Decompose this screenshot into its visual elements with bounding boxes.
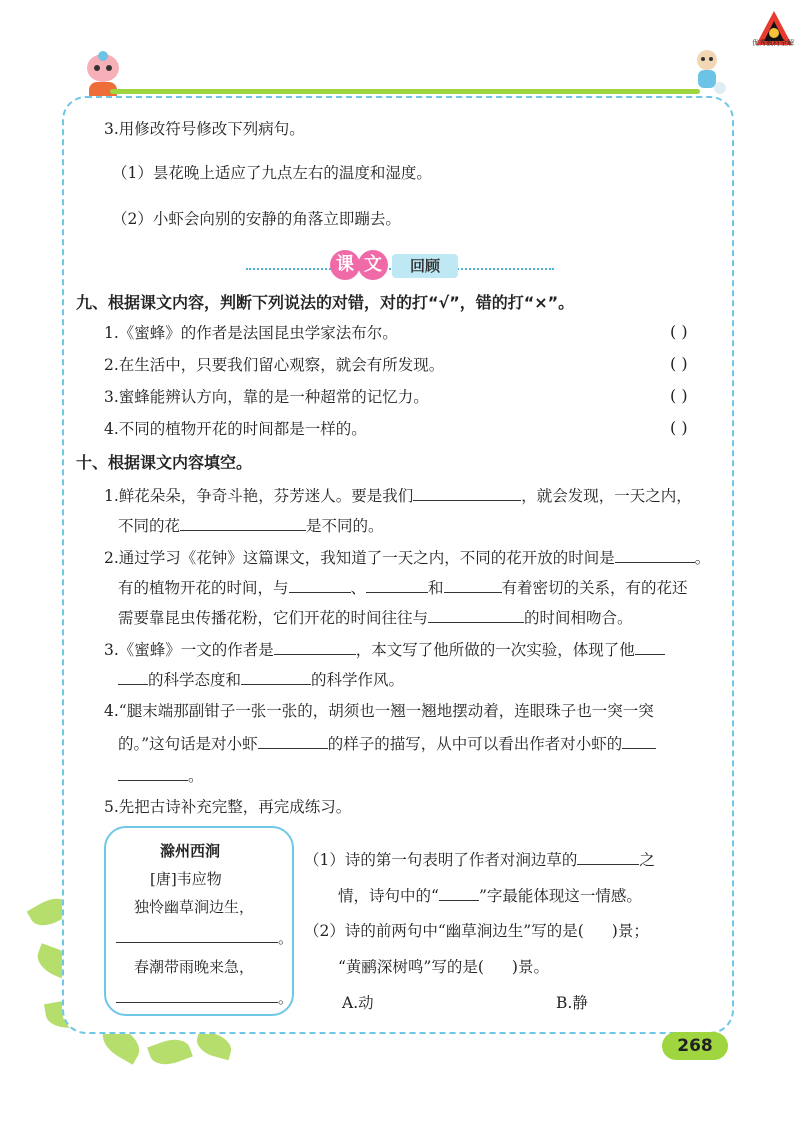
q9-answer-3[interactable]: ( ) (670, 386, 688, 405)
publisher-logo-text: 优秀教材全解 (752, 39, 794, 47)
section-badge-label: 回顾 (392, 254, 458, 278)
poem-line-2: 。 (116, 926, 293, 948)
q10-item-2-line-1: 2.通过学习《花钟》这篇课文，我知道了一天之内，不同的花开放的时间是 。 (104, 546, 710, 569)
q10-item-4-line-1: 4.“腿末端那副钳子一张一张的，胡须也一翘一翘地摆动着，连眼珠子也一突一突 (104, 702, 654, 720)
poem-q2-line-2: “黄鹂深树鸣”写的是( )景。 (338, 958, 549, 976)
blank-field[interactable] (274, 638, 356, 655)
leaf-decoration (147, 1034, 193, 1070)
leaf-decoration (194, 1030, 234, 1061)
q3-sentence-1: （1）昙花晚上适应了九点左右的温度和湿度。 (112, 164, 432, 182)
q9-item-4: 4.不同的植物开花的时间都是一样的。 (104, 420, 367, 438)
blank-field[interactable] (615, 546, 695, 563)
poem-q1-line-1: （1）诗的第一句表明了作者对涧边草的 之 (304, 848, 655, 871)
q10-item-4-line-3: 。 (118, 764, 204, 787)
poem-q2-line-1: （2）诗的前两句中“幽草涧边生”写的是( )景； (304, 922, 649, 940)
q3-sentence-2: （2）小虾会向别的安静的角落立即蹦去。 (112, 210, 401, 228)
q10-item-1-line-2: 不同的花 是不同的。 (118, 514, 384, 537)
blank-field[interactable] (622, 732, 656, 749)
q9-item-3: 3.蜜蜂能辨认方向，靠的是一种超常的记忆力。 (104, 388, 429, 406)
section-badge-char-1: 课 (330, 250, 360, 280)
blank-field[interactable] (444, 576, 502, 593)
blank-field[interactable] (241, 668, 311, 685)
q10-item-4-line-2: 的。”这句话是对小虾 的样子的描写，从中可以看出作者对小虾的 (118, 732, 656, 755)
blank-field[interactable] (428, 606, 524, 623)
q10-item-1-line-1: 1.鲜花朵朵，争奇斗艳，芬芳迷人。要是我们 ，就会发现，一天之内， (104, 484, 692, 507)
blank-field[interactable] (258, 732, 328, 749)
q9-answer-4[interactable]: ( ) (670, 418, 688, 437)
blank-field[interactable] (116, 926, 278, 943)
blank-field[interactable] (635, 638, 665, 655)
q9-answer-1[interactable]: ( ) (670, 322, 688, 341)
top-decoration-bar (110, 89, 700, 94)
q9-item-2: 2.在生活中，只要我们留心观察，就会有所发现。 (104, 356, 445, 374)
blank-field[interactable] (289, 576, 351, 593)
q10-item-3-line-1: 3.《蜜蜂》一文的作者是 ，本文写了他所做的一次实验，体现了他 (104, 638, 665, 661)
q9-item-1: 1.《蜜蜂》的作者是法国昆虫学家法布尔。 (104, 324, 398, 342)
blank-field[interactable] (439, 884, 479, 901)
q10-item-5: 5.先把古诗补充完整，再完成练习。 (104, 798, 352, 816)
q3-title: 3.用修改符号修改下列病句。 (104, 120, 305, 138)
blank-field[interactable] (118, 668, 148, 685)
blank-field[interactable] (577, 848, 639, 865)
section-badge-char-2: 文 (358, 250, 388, 280)
q10-title: 十、根据课文内容填空。 (76, 453, 253, 472)
poem-title: 滁州西涧 (160, 842, 221, 860)
blank-field[interactable] (180, 514, 306, 531)
page-number: 268 (662, 1032, 728, 1060)
blank-field[interactable] (413, 484, 521, 501)
blank-field[interactable] (366, 576, 428, 593)
poem-line-1: 独怜幽草涧边生， (134, 898, 255, 916)
blank-field[interactable] (116, 986, 278, 1003)
poem-q1-line-2: 情，诗句中的“ ”字最能体现这一情感。 (338, 884, 642, 907)
q10-item-2-line-2: 有的植物开花的时间，与 、 和 有着密切的关系，有的花还 (118, 576, 688, 599)
poem-author: [唐]韦应物 (150, 870, 222, 888)
blank-field[interactable] (118, 764, 188, 781)
poem-line-3: 春潮带雨晚来急， (134, 958, 255, 976)
q10-item-3-line-2: 的科学态度和 的科学作风。 (118, 668, 404, 691)
q10-item-2-line-3: 需要靠昆虫传播花粉，它们开花的时间往往与 的时间相吻合。 (118, 606, 633, 629)
section-badge (330, 250, 400, 282)
q9-title: 九、根据课文内容，判断下列说法的对错，对的打“√”，错的打“×”。 (76, 293, 575, 312)
option-b[interactable]: B.静 (556, 994, 588, 1012)
q9-answer-2[interactable]: ( ) (670, 354, 688, 373)
option-a[interactable]: A.动 (342, 994, 374, 1012)
poem-line-4: 。 (116, 986, 293, 1008)
